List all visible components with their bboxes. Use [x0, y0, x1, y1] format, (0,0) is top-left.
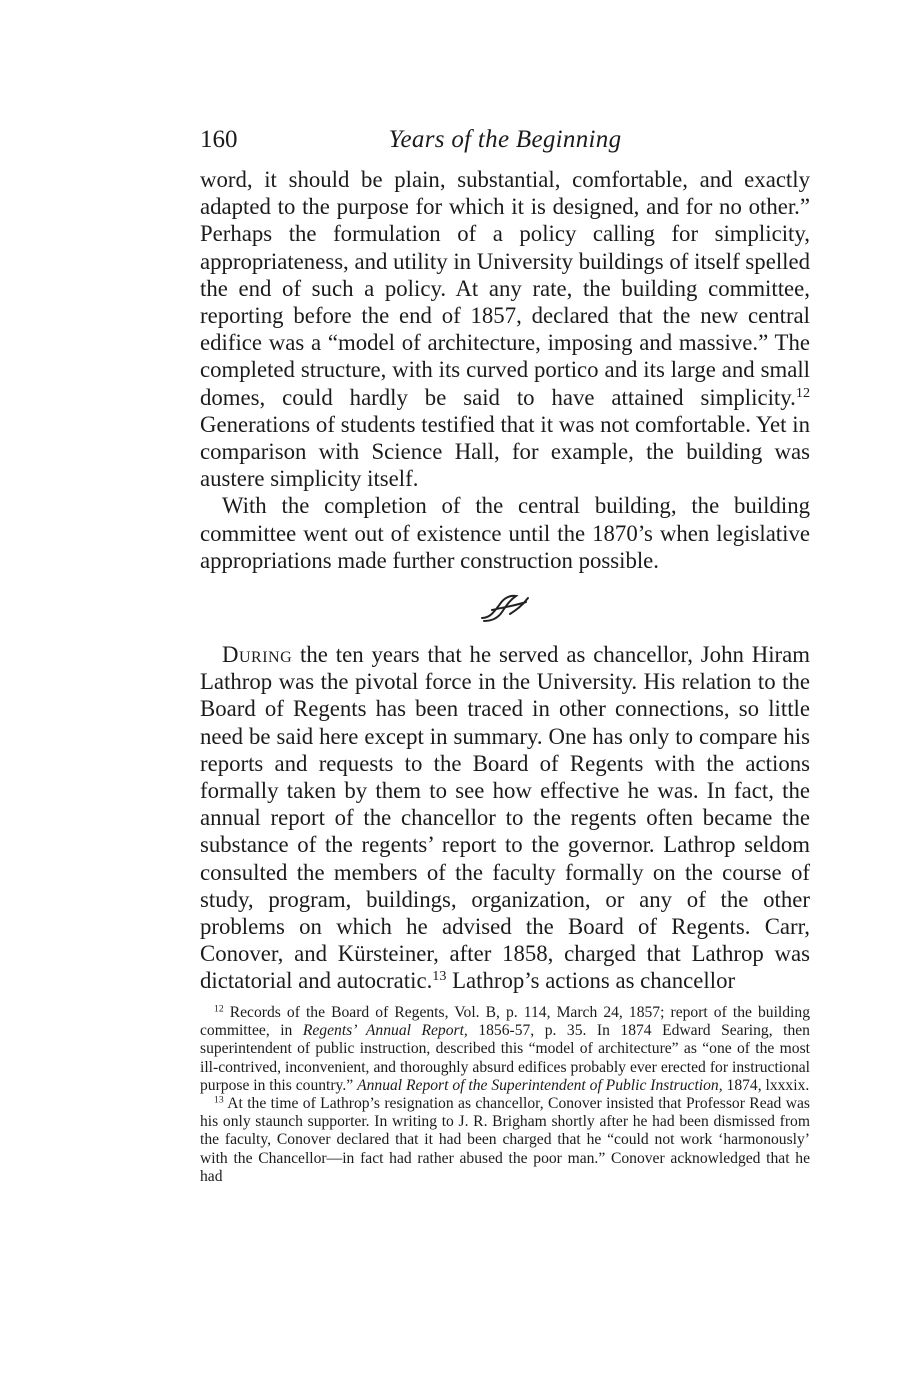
- body-text: [200, 166, 810, 574]
- footnote-mark: 13: [214, 1094, 224, 1106]
- lead-in-smallcaps: During: [222, 642, 293, 667]
- running-head: [200, 120, 810, 160]
- footnote-text: At the time of Lathrop’s resignation as chancellor, Conover insisted that Professor Read was his only staunch supporter. In writing to J. R. Brigham shortly after he had been dismissed from the faculty, Conover declared that it had been charged that he “could not work ‘harmonously’ with the Chancellor—in fact had rather abused the poor man.” Conover acknowledged that he had: [200, 1095, 810, 1185]
- body-text-section: [200, 641, 810, 995]
- footnotes: [200, 1004, 810, 1186]
- section-ornament-icon: [470, 588, 540, 628]
- paragraph: [200, 641, 810, 995]
- footnote-mark: 12: [214, 1003, 224, 1015]
- footnote-italic: Regents’ Annual Report,: [302, 1022, 468, 1040]
- paragraph-text: Generations of students testified that it was not comfortable. Yet in comparison with Science Hall, for example, the building was austere simplicity itself.: [200, 411, 810, 492]
- footnote-ref-13: 13: [432, 968, 447, 985]
- footnote-text: 1856-57, p. 35. In 1874 Edward Searing, then superintendent of public instruction, described this “model of architecture” as “one of the most ill-contrived, inconvenient, and thoroughly absurd edifices probably ever erected for instructional purpose in this country.”: [200, 1022, 810, 1094]
- footnote-ref-12: 12: [795, 384, 810, 401]
- paragraph-text: Lathrop’s actions as chancellor: [446, 968, 736, 994]
- footnote-text: 1874, lxxxix.: [722, 1076, 810, 1094]
- running-title: Years of the Beginning: [388, 126, 622, 153]
- paragraph-continued: [200, 166, 810, 492]
- footnote-13: [200, 1095, 810, 1186]
- footnote-text: Records of the Board of Regents, Vol. B, p. 114, March 24, 1857; report of the building committee, in: [200, 1004, 810, 1040]
- paragraph-text: the ten years that he served as chancellor, John Hiram Lathrop was the pivotal force in the University. His relation to the Board of Regents has been traced in other connections, so little need be said here except in summary. One has only to compare his reports and requests to the Board of Regents with the actions formally taken by them to see how effective he was. In fact, the annual report of the chancellor to the regents often became the substance of the regents’ report to the governor. Lathrop seldom consulted the members of the faculty formally on the course of study, program, buildings, organization, or any of the other problems on which he advised the Board of Regents. Carr, Conover, and Kürsteiner, after 1858, charged that Lathrop was dictatorial and autocratic.: [200, 642, 810, 994]
- footnote-italic: Annual Report of the Superintendent of Public Instruction,: [357, 1076, 723, 1094]
- paragraph: With the completion of the central building, the building committee went out of existence until the 1870’s when legislative appropriations made further construction possible.: [200, 493, 810, 573]
- footnote-12: [200, 1004, 810, 1095]
- paragraph-text: word, it should be plain, substantial, comfortable, and exactly adapted to the purpose for which it is designed, and for no other.” Perhaps the formulation of a policy calling for simplicity, appropriateness, and utility in University buildings of itself spelled the end of such a policy. At any rate, the building committee, reporting before the end of 1857, declared that the new central edifice was a “model of architecture, imposing and massive.” The completed structure, with its curved portico and its large and small domes, could hardly be said to have attained simplicity.: [200, 167, 810, 410]
- page-number: 160: [200, 126, 238, 153]
